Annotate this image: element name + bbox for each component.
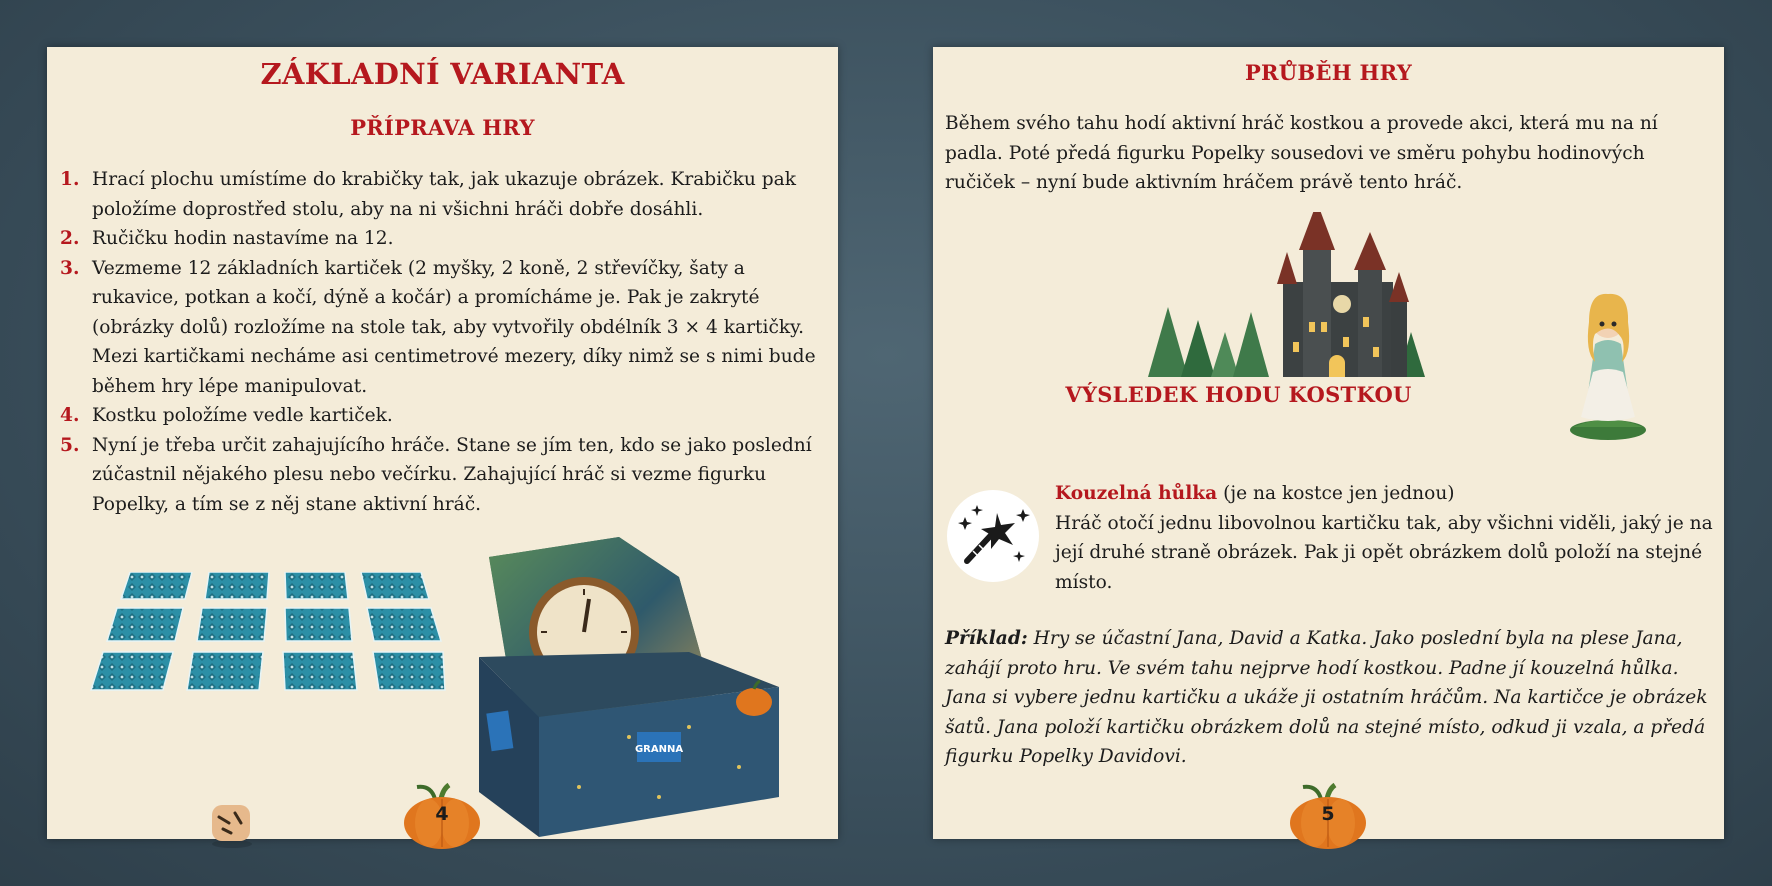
list-item [57,401,827,431]
step-text: Kostku položíme vedle kartiček. [92,405,393,426]
step-number: 4. [60,405,80,426]
list-item [57,165,827,224]
card-grid-illustration [87,572,447,772]
cinderella-figure [1563,282,1653,442]
castle-illustration [1143,212,1443,407]
game-box-illustration [429,537,829,842]
list-item [57,254,827,402]
step-text: Hrací plochu umístíme do krabičky tak, jak ukazuje obrázek. Krabičku pak položíme doprostřed stolu, aby na ni všichni hráči dobře dosáhli. [92,169,796,220]
step-number: 5. [60,434,80,456]
right-page [933,47,1724,839]
page-number-badge [1285,779,1371,849]
box-brand-label: GRANNA [634,744,684,755]
example-lead: Příklad: [945,628,1028,649]
section-heading: PŘÍPRAVA HRY [350,115,535,140]
list-item [57,431,827,520]
step-text: Ručičku hodin nastavíme na 12. [92,228,394,249]
step-number: 2. [60,228,80,249]
wand-note: (je na kostce jen jednou) [1217,483,1455,504]
intro-paragraph: Během svého tahu hodí aktivní hráč kostkou a provede akci, která mu na ní padla. Poté předá figurku Popelky sousedovi ve směru pohybu hodinových ručiček – nyní bude aktivním hráčem právě tento hráč. [945,113,1658,193]
dice-result-wand [945,479,1715,599]
page-title: PRŮBĚH HRY [1244,60,1413,85]
die-icon [207,799,257,849]
setup-steps-list [57,165,827,519]
example-text: Hry se účastní Jana, David a Katka. Jako poslední byla na plese Jana, zahájí proto hru. Ve svém tahu nejprve hodí kostkou. Padne jí kouzelná hůlka. Jana si vybere jednu kartičku a ukáže ji ostatním hráčům. Na kartičce je obrázek šatů. Jana položí kartičku obrázkem dolů na stejné místo, odkud ji vzala, a předá figurku Popelky Davidovi. [945,628,1708,767]
example-paragraph [945,624,1715,772]
page-number-badge [399,779,485,849]
page-title: ZÁKLADNÍ VARIANTA [260,57,625,91]
step-text: Nyní je třeba určit zahajujícího hráče. Stane se jím ten, kdo se jako poslední zúčastnil nějakého plesu nebo večírku. Zahajující hráč si vezme figurku Popelky, a tím se z něj stane aktivní hráč. [92,434,812,515]
list-item [57,224,827,254]
page-number: 5 [1321,803,1335,825]
step-number: 3. [60,257,80,279]
wand-description: Hráč otočí jednu libovolnou kartičku tak, aby všichni viděli, jaký je na její druhé straně obrázek. Pak ji opět obrázkem dolů položí na stejné místo. [1055,512,1713,593]
section-heading: VÝSLEDEK HODU KOSTKOU [1065,382,1412,407]
step-text: Vezmeme 12 základních kartiček (2 myšky, 2 koně, 2 střevíčky, šaty a rukavice, potkan a kočí, dýně a kočár) a promícháme je. Pak je zakryté (obrázky dolů) rozložíme na stole tak, aby vytvořily obdélník 3 × 4 kartičky. Mezi kartičkami necháme asi centimetrové mezery, díky nimž se s nimi bude během hry lépe manipulovat. [92,257,816,397]
page-number: 4 [435,803,449,825]
wand-title: Kouzelná hůlka [1055,483,1218,504]
left-page [47,47,838,839]
step-number: 1. [60,169,80,190]
magic-wand-icon [945,489,1041,583]
